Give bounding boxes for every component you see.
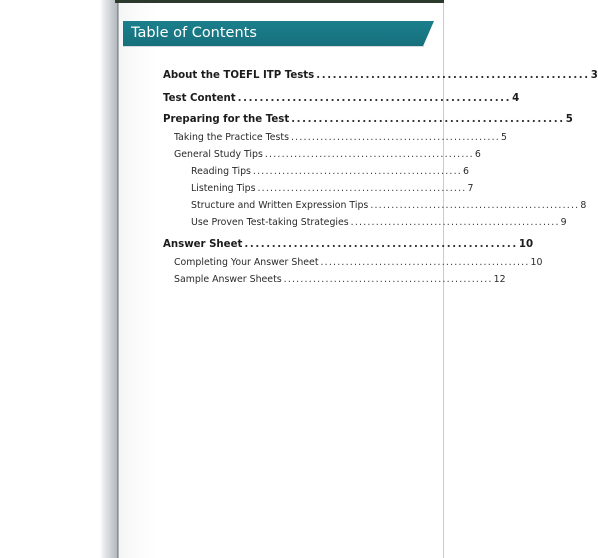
toc-leader-dots: ..................................................: [291, 114, 565, 125]
toc-entry-page: 6: [474, 149, 481, 160]
toc-entry: [163, 69, 598, 83]
toc-leader-dots: ..................................................: [290, 132, 500, 143]
toc-entry: [191, 165, 469, 179]
toc-entry-page: 5: [500, 132, 507, 143]
toc-entry: [191, 216, 567, 230]
toc-entry-label: Answer Sheet: [163, 239, 243, 250]
page-title: Table of Contents: [131, 25, 257, 41]
toc-entry-label: General Study Tips: [174, 149, 263, 160]
toc-entry: [174, 148, 481, 162]
toc-entry: [174, 273, 506, 287]
toc-entry-page: 6: [462, 166, 469, 177]
toc-entry-label: Structure and Written Expression Tips: [191, 200, 369, 211]
toc-leader-dots: ..................................................: [252, 166, 462, 177]
toc-entry-label: Listening Tips: [191, 183, 256, 194]
toc-entry-label: Reading Tips: [191, 166, 251, 177]
toc-entry-label: Preparing for the Test: [163, 114, 290, 125]
toc-entry-label: Taking the Practice Tests: [174, 132, 289, 143]
toc-entry-label: Completing Your Answer Sheet: [174, 257, 319, 268]
toc-entry-page: 12: [493, 274, 506, 285]
toc-leader-dots: ..................................................: [350, 217, 560, 228]
toc-entry-page: 10: [530, 257, 543, 268]
toc-leader-dots: ..................................................: [320, 257, 530, 268]
toc-leader-dots: ..................................................: [316, 70, 590, 81]
toc-entry: [163, 113, 573, 127]
toc-entry-page: 4: [512, 93, 520, 104]
toc-leader-dots: ..................................................: [244, 239, 518, 250]
toc-entry-label: Test Content: [163, 93, 236, 104]
toc-entry-label: Sample Answer Sheets: [174, 274, 282, 285]
toc-leader-dots: ..................................................: [264, 149, 474, 160]
toc-entry: [191, 199, 587, 213]
toc-entry-page: 7: [467, 183, 474, 194]
toc-entry-page: 8: [580, 200, 587, 211]
toc-entry-page: 5: [565, 114, 573, 125]
toc-entry: [174, 256, 543, 270]
toc-entry-page: 9: [560, 217, 567, 228]
toc-leader-dots: ..................................................: [237, 93, 512, 104]
toc-entry-page: 3: [590, 70, 598, 81]
toc-entry-label: About the TOEFL ITP Tests: [163, 70, 315, 81]
toc-entry-label: Use Proven Test-taking Strategies: [191, 217, 349, 228]
toc-leader-dots: ..................................................: [257, 183, 467, 194]
toc-leader-dots: ..................................................: [283, 274, 493, 285]
toc-entry: [163, 92, 520, 106]
toc-leader-dots: ..................................................: [370, 200, 580, 211]
toc-entry: [163, 238, 534, 252]
toc-entry: [191, 182, 474, 196]
toc-entry: [174, 131, 507, 145]
toc-entry-page: 10: [518, 239, 534, 250]
